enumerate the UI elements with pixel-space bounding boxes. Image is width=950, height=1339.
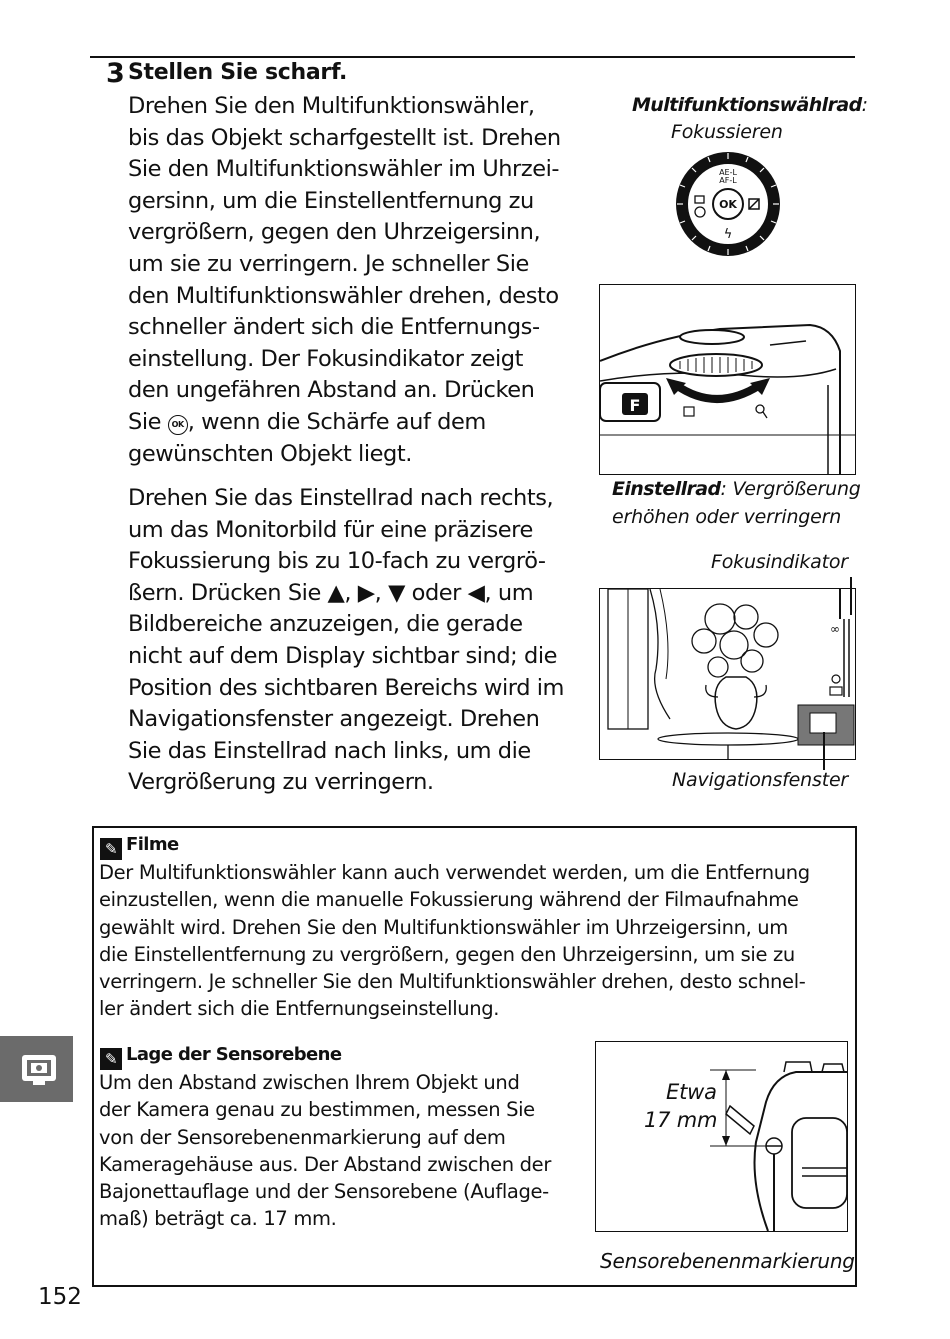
focus-indicator-leader xyxy=(850,577,852,615)
dial-flash-label: ϟ xyxy=(723,227,733,242)
text-line: vergrößern, gegen den Uhrzeigersinn, xyxy=(128,219,541,246)
navigation-window-label: Navigationsfenster xyxy=(672,769,849,791)
dial-ael-label: AE-L xyxy=(719,168,737,177)
note-sensor-text xyxy=(99,1069,551,1233)
text-line: Sie das Einstellrad nach links, um die xyxy=(128,737,531,764)
camera-f-button-label: F xyxy=(629,396,641,415)
text-fragment: , wenn die Schärfe auf dem xyxy=(187,408,486,435)
text-fragment: Sie xyxy=(128,408,168,435)
text-line: schneller ändert sich die Entfernungs- xyxy=(128,314,540,341)
text-line: Fokussierung bis zu 10-fach zu vergrö- xyxy=(128,548,546,575)
note-filme-heading xyxy=(100,834,179,860)
text-line: Vergrößerung zu verringern. xyxy=(128,769,434,796)
note-sensor-title: Lage der Sensorebene xyxy=(126,1044,342,1065)
page-number: 152 xyxy=(38,1284,82,1310)
sensor-distance-line1: Etwa xyxy=(666,1080,717,1104)
text-line: Kameragehäuse aus. Der Abstand zwischen der xyxy=(99,1152,551,1176)
text-line: den Multifunktionswähler drehen, desto xyxy=(128,282,559,309)
live-view-icon xyxy=(20,1051,58,1087)
text-line: Sie den Multifunktionswähler im Uhrzei- xyxy=(128,156,560,183)
dial-caption-line2: Fokussieren xyxy=(671,121,783,143)
text-line: gersinn, um die Einstellentfernung zu xyxy=(128,187,534,214)
text-line: maß) beträgt ca. 17 mm. xyxy=(99,1207,337,1231)
text-line: um sie zu verringern. Je schneller Sie xyxy=(128,250,529,277)
text-line: einstellung. Der Fokusindikator zeigt xyxy=(128,345,523,372)
step-paragraph-1 xyxy=(128,91,598,470)
wheel-caption-rest: : Vergrößerung xyxy=(720,478,861,500)
text-line: um das Monitorbild für eine präzisere xyxy=(128,516,533,543)
text-line: Navigationsfenster angezeigt. Drehen xyxy=(128,706,540,733)
multi-selector-dial-icon xyxy=(672,150,784,258)
text-line: Bildbereiche anzuzeigen, die gerade xyxy=(128,611,523,638)
text-line: Der Multifunktionswähler kann auch verwendet werden, um die Entfernung xyxy=(99,861,810,884)
text-line: einzustellen, wenn die manuelle Fokussierung während der Filmaufnahme xyxy=(99,888,799,912)
step-paragraph-2 xyxy=(128,483,598,799)
sensor-distance-line2: 17 mm xyxy=(644,1108,718,1132)
text-line xyxy=(128,407,598,439)
wheel-caption-bold: Einstellrad xyxy=(612,478,721,500)
text-line: gewählt wird. Drehen Sie den Multifunktionswähler im Uhrzeigersinn, um xyxy=(99,915,788,939)
step-number: 3 xyxy=(106,58,125,89)
note-box xyxy=(92,826,857,1287)
ok-button-icon: OK xyxy=(168,415,188,435)
dial-caption xyxy=(632,94,868,116)
text-line: verringern. Je schneller Sie den Multifunktionswähler drehen, desto schnel- xyxy=(99,970,806,994)
text-line: der Kamera genau zu bestimmen, messen Sie xyxy=(99,1098,535,1122)
note-pencil-icon: ✎ xyxy=(100,838,122,860)
dial-caption-bold: Multifunktionswählrad xyxy=(632,94,862,116)
text-line: von der Sensorebenenmarkierung auf dem xyxy=(99,1125,506,1149)
step-title: Stellen Sie scharf. xyxy=(128,60,348,85)
top-rule xyxy=(90,56,855,58)
text-line: gewünschten Objekt liegt. xyxy=(128,440,412,467)
sensor-plane-figure xyxy=(595,1041,848,1232)
infinity-mark: ∞ xyxy=(830,622,840,636)
note-filme-text xyxy=(99,859,810,1023)
text-line: nicht auf dem Display sichtbar sind; die xyxy=(128,642,558,669)
text-line: Drehen Sie den Multifunktionswähler, xyxy=(128,93,535,119)
wheel-caption xyxy=(612,478,861,500)
note-filme-title: Filme xyxy=(126,834,179,855)
nav-window-leader xyxy=(823,732,825,770)
chapter-tab xyxy=(0,1036,73,1102)
text-line: Um den Abstand zwischen Ihrem Objekt und xyxy=(99,1071,520,1094)
dial-afl-label: AF-L xyxy=(719,176,737,185)
text-line: den ungefähren Abstand an. Drücken xyxy=(128,377,535,404)
text-line: Position des sichtbaren Bereichs wird im xyxy=(128,674,565,701)
camera-command-dial-figure xyxy=(599,284,856,475)
text-line: die Einstellentfernung zu vergrößern, gegen den Uhrzeigersinn, um sie zu xyxy=(99,942,795,966)
monitor-zoom-figure xyxy=(599,588,856,760)
text-line: ßern. Drücken Sie ▲, ▶, ▼ oder ◀, um xyxy=(128,579,534,606)
wheel-caption-line2: erhöhen oder verringern xyxy=(612,506,842,528)
text-line: Drehen Sie das Einstellrad nach rechts, xyxy=(128,485,554,511)
sensor-mark-label: Sensorebenenmarkierung xyxy=(600,1249,855,1273)
text-line: bis das Objekt scharfgestellt ist. Drehen xyxy=(128,124,561,151)
dial-caption-colon: : xyxy=(861,94,868,116)
text-line: ler ändert sich die Entfernungseinstellung. xyxy=(99,997,500,1021)
note-sensor-heading xyxy=(100,1044,341,1070)
focus-indicator-label: Fokusindikator xyxy=(711,551,848,573)
note-pencil-icon: ✎ xyxy=(100,1048,122,1070)
dial-ok-label: OK xyxy=(719,198,737,211)
text-line: Bajonettauflage und der Sensorebene (Auflage- xyxy=(99,1180,549,1204)
